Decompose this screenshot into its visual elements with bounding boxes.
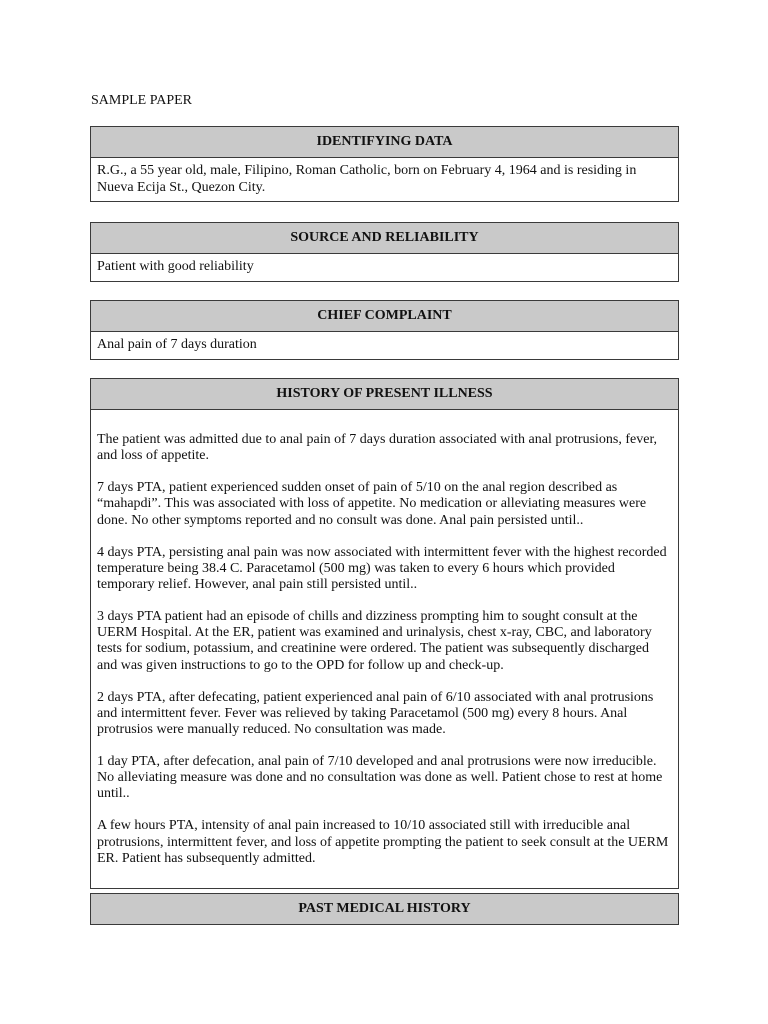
history-present-illness-header: HISTORY OF PRESENT ILLNESS: [91, 379, 678, 410]
hpi-paragraph: 7 days PTA, patient experienced sudden onset of pain of 5/10 on the anal region described as “mahapdi”. This was associated with loss of appetite. No medication or alleviating measures were done. No other symptoms reported and no consult was done. Anal pain persisted until..: [97, 480, 647, 528]
history-present-illness-section: [90, 378, 679, 889]
source-reliability-section: [90, 222, 679, 282]
identifying-data-header: IDENTIFYING DATA: [91, 127, 678, 158]
hpi-paragraph: 4 days PTA, persisting anal pain was now associated with intermittent fever with the highest recorded temperature being 38.4 C. Paracetamol (500 mg) was taken to every 6 hours which provided temporary relief. However, anal pain still persisted until..: [97, 544, 667, 593]
hpi-paragraph: 1 day PTA, after defecation, anal pain of 7/10 developed and anal protrusions were now irreducible. No alleviating measure was done and no consultation was done as well. Patient chose to rest at home until..: [97, 754, 663, 802]
source-reliability-body: Patient with good reliability: [97, 259, 254, 274]
past-medical-history-section: [90, 893, 679, 925]
identifying-data-body: R.G., a 55 year old, male, Filipino, Roman Catholic, born on February 4, 1964 and is residing in Nueva Ecija St., Quezon City.: [97, 163, 637, 195]
history-present-illness-body: [91, 410, 678, 888]
source-reliability-header: SOURCE AND RELIABILITY: [91, 223, 678, 254]
chief-complaint-section: [90, 300, 679, 360]
hpi-paragraph: 2 days PTA, after defecating, patient experienced anal pain of 6/10 associated with anal protrusions and intermittent fever. Fever was relieved by taking Paracetamol (500 mg) every 8 hours. Anal protrusios were manually reduced. No consultation was made.: [97, 689, 654, 738]
hpi-paragraph: The patient was admitted due to anal pain of 7 days duration associated with anal protrusions, fever, and loss of appetite.: [97, 432, 658, 464]
identifying-data-section: [90, 126, 679, 202]
hpi-paragraph: A few hours PTA, intensity of anal pain increased to 10/10 associated still with irreducible anal protrusions, intermittent fever, and loss of appetite prompting the patient to seek consult at the UERM ER. Patient has subsequently admitted.: [97, 818, 669, 866]
chief-complaint-header: CHIEF COMPLAINT: [91, 301, 678, 332]
hpi-paragraph: 3 days PTA patient had an episode of chills and dizziness prompting him to sought consult at the UERM Hospital. At the ER, patient was examined and urinalysis, chest x-ray, CBC, and laboratory tests for sodium, potassium, and creatinine were ordered. The patient was subsequently discharged and was given instructions to go to the OPD for follow up and check-up.: [97, 609, 652, 673]
document-title: SAMPLE PAPER: [91, 93, 193, 108]
past-medical-history-header: PAST MEDICAL HISTORY: [91, 894, 678, 924]
chief-complaint-body: Anal pain of 7 days duration: [97, 337, 257, 352]
